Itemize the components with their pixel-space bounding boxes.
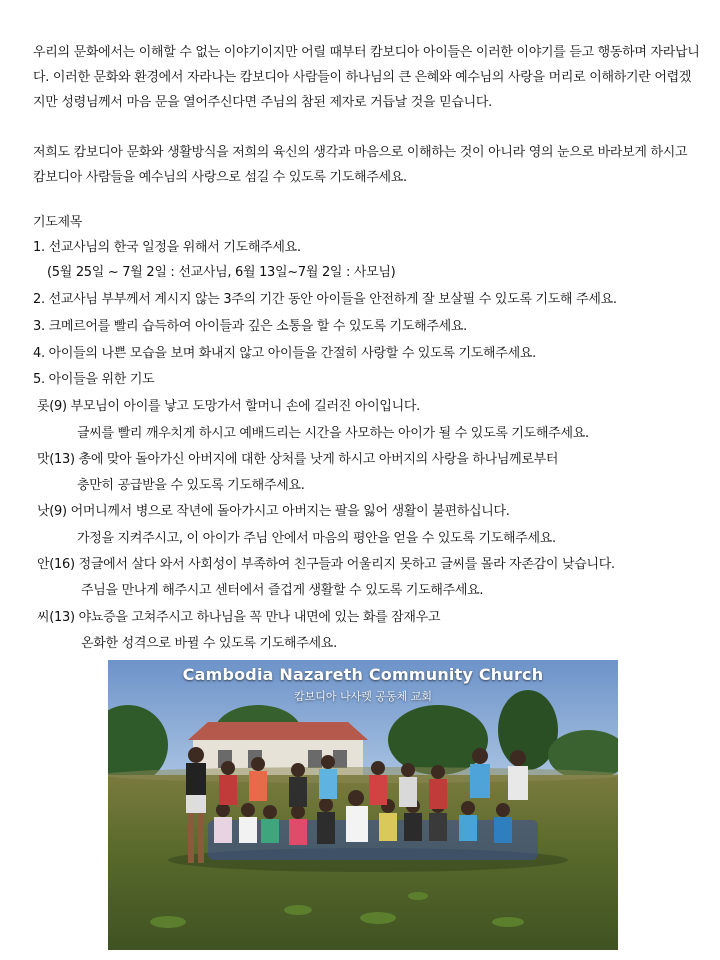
child-5-line-2: 온화한 성격으로 바뀔 수 있도록 기도해주세요. bbox=[81, 636, 337, 651]
prayer-heading: 기도제목 bbox=[33, 215, 83, 230]
prayer-item-3: 3. 크메르어를 빨리 습득하여 아이들과 깊은 소통을 할 수 있도록 기도해주세요. bbox=[33, 319, 467, 334]
child-1-line-2: 글씨를 빨리 깨우치게 하시고 예배드리는 시간을 사모하는 아이가 될 수 있도록 기도해주세요. bbox=[77, 426, 589, 441]
intro-paragraph-2: 저희도 캄보디아 문화와 생활방식을 저희의 육신의 생각과 마음으로 이해하는 것이 아니라 영의 눈으로 바라보게 하시고 캄보디아 사람들을 예수님의 사랑으로 섬길 수 있도록 기도해주세요. bbox=[33, 145, 688, 185]
child-4-line-1: 안(16) 정글에서 살다 와서 사회성이 부족하여 친구들과 어울리지 못하고 글씨를 몰라 자존감이 낮습니다. bbox=[37, 557, 615, 572]
child-3-line-1: 낫(9) 어머니께서 병으로 작년에 돌아가시고 아버지는 팔을 잃어 생활이 불편하십니다. bbox=[37, 504, 510, 519]
prayer-item-5: 5. 아이들을 위한 기도 bbox=[33, 372, 155, 387]
child-2-line-1: 맛(13) 총에 맞아 돌아가신 아버지에 대한 상처를 낫게 하시고 아버지의 사랑을 하나님께로부터 bbox=[37, 452, 559, 467]
child-2-line-2: 충만히 공급받을 수 있도록 기도해주세요. bbox=[77, 478, 305, 493]
child-5-line-1: 씨(13) 야뇨증을 고쳐주시고 하나님을 꼭 만나 내면에 있는 화를 잠재우고 bbox=[37, 610, 441, 625]
child-4-line-2: 주님을 만나게 해주시고 센터에서 즐겁게 생활할 수 있도록 기도해주세요. bbox=[81, 583, 484, 598]
prayer-item-4: 4. 아이들의 나쁜 모습을 보며 화내지 않고 아이들을 간절히 사랑할 수 있도록 기도해주세요. bbox=[33, 346, 536, 361]
prayer-item-2: 2. 선교사님 부부께서 계시지 않는 3주의 기간 동안 아이들을 안전하게 잘 보살필 수 있도록 기도해 주세요. bbox=[33, 292, 617, 307]
church-group-photo bbox=[108, 660, 618, 950]
prayer-item-1-detail: (5월 25일 ~ 7월 2일 : 선교사님, 6월 13일~7월 2일 : 사모님) bbox=[47, 265, 396, 280]
photo-subtitle: 캄보디아 나사렛 공동체 교회 bbox=[293, 690, 432, 703]
intro-paragraph-1: 우리의 문화에서는 이해할 수 없는 이야기이지만 어릴 때부터 캄보디아 아이들은 이러한 이야기를 듣고 행동하며 자라납니다. 이러한 문화와 환경에서 자라나는 캄보디아 사람들이 하나님의 큰 은혜와 예수님의 사랑을 머리로 이해하기란 어렵겠지만 성령님께서 마음 문을 열어주신다면 주님의 참된 제자로 거듭날 것을 믿습니다. bbox=[33, 45, 700, 110]
child-1-line-1: 롯(9) 부모님이 아이를 낳고 도망가서 할머니 손에 길러진 아이입니다. bbox=[37, 399, 420, 414]
child-3-line-2: 가정을 지켜주시고, 이 아이가 주님 안에서 마음의 평안을 얻을 수 있도록 기도해주세요. bbox=[77, 531, 556, 546]
photo-title: Cambodia Nazareth Community Church bbox=[182, 665, 544, 684]
prayer-item-1: 1. 선교사님의 한국 일정을 위해서 기도해주세요. bbox=[33, 240, 301, 255]
